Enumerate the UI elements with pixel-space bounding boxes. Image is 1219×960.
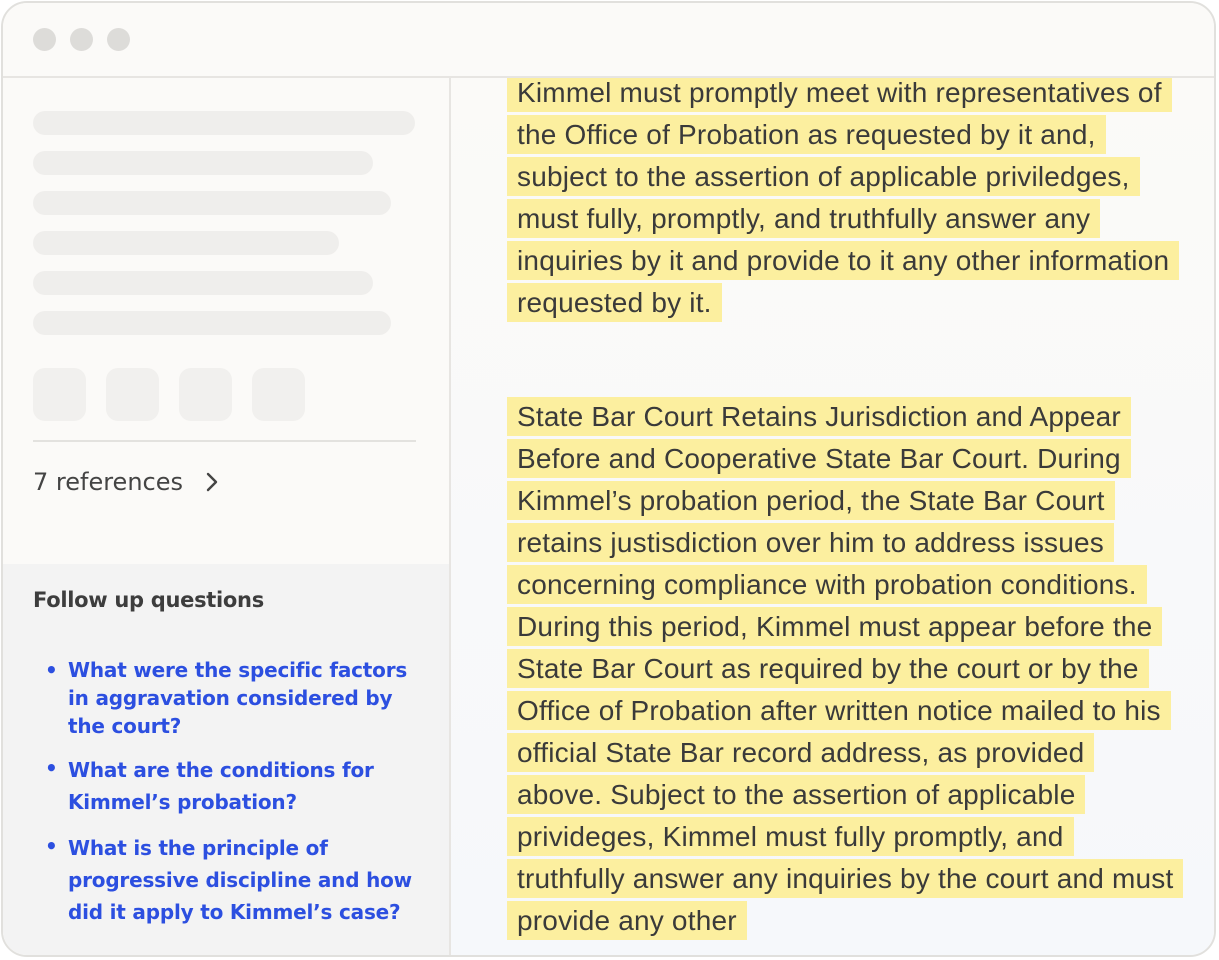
- document-viewer[interactable]: [451, 78, 1214, 955]
- references-label: 7 references: [33, 468, 183, 496]
- list-item: [33, 754, 423, 818]
- document-paragraph: [507, 78, 1177, 324]
- highlighted-text: Kimmel must promptly meet with representatives of the Office of Probation as requested by it and, subject to the assertion of applicable priviledges, must fully, promptly, and truthfully answer any inquiries by it and provide to it any other information requested by it.: [507, 78, 1179, 322]
- document-paragraph: [507, 396, 1177, 942]
- app-window: [1, 1, 1216, 957]
- minimize-window-button[interactable]: [70, 28, 93, 51]
- skeleton-line: [33, 151, 373, 175]
- skeleton-line: [33, 271, 373, 295]
- follow-up-question-link[interactable]: What were the specific factors in aggravation considered by the court?: [68, 658, 408, 738]
- skeleton-thumbnail: [106, 368, 159, 421]
- skeleton-line: [33, 191, 391, 215]
- list-item: [33, 656, 423, 740]
- highlighted-text: State Bar Court Retains Jurisdiction and Appear Before and Cooperative State Bar Court. During Kimmel’s probation period, the State Bar Court retains justisdiction over him to address issues concerning compliance with probation conditions. During this period, Kimmel must appear before the State Bar Court as required by the court or by the Office of Probation after written notice mailed to his official State Bar record address, as provided above. Subject to the assertion of applicable privideges, Kimmel must fully promptly, and truthfully answer any inquiries by the court and must provide any other: [507, 397, 1183, 940]
- follow-up-list: [33, 656, 423, 942]
- skeleton-thumbnail: [33, 368, 86, 421]
- follow-up-title: Follow up questions: [33, 588, 264, 612]
- maximize-window-button[interactable]: [107, 28, 130, 51]
- skeleton-line: [33, 231, 339, 255]
- follow-up-question-link[interactable]: What are the conditions for Kimmel’s probation?: [68, 758, 374, 814]
- chevron-right-icon: [205, 471, 219, 493]
- follow-up-question-link[interactable]: What is the principle of progressive discipline and how did it apply to Kimmel’s case?: [68, 836, 412, 924]
- list-item: [33, 832, 423, 928]
- references-link[interactable]: [33, 468, 219, 496]
- follow-up-panel: [3, 564, 449, 955]
- close-window-button[interactable]: [33, 28, 56, 51]
- skeleton-thumbnail: [252, 368, 305, 421]
- title-bar: [3, 3, 1214, 78]
- skeleton-thumbnail: [179, 368, 232, 421]
- skeleton-line: [33, 111, 415, 135]
- skeleton-line: [33, 311, 391, 335]
- sidebar: [3, 78, 451, 955]
- divider: [33, 440, 416, 442]
